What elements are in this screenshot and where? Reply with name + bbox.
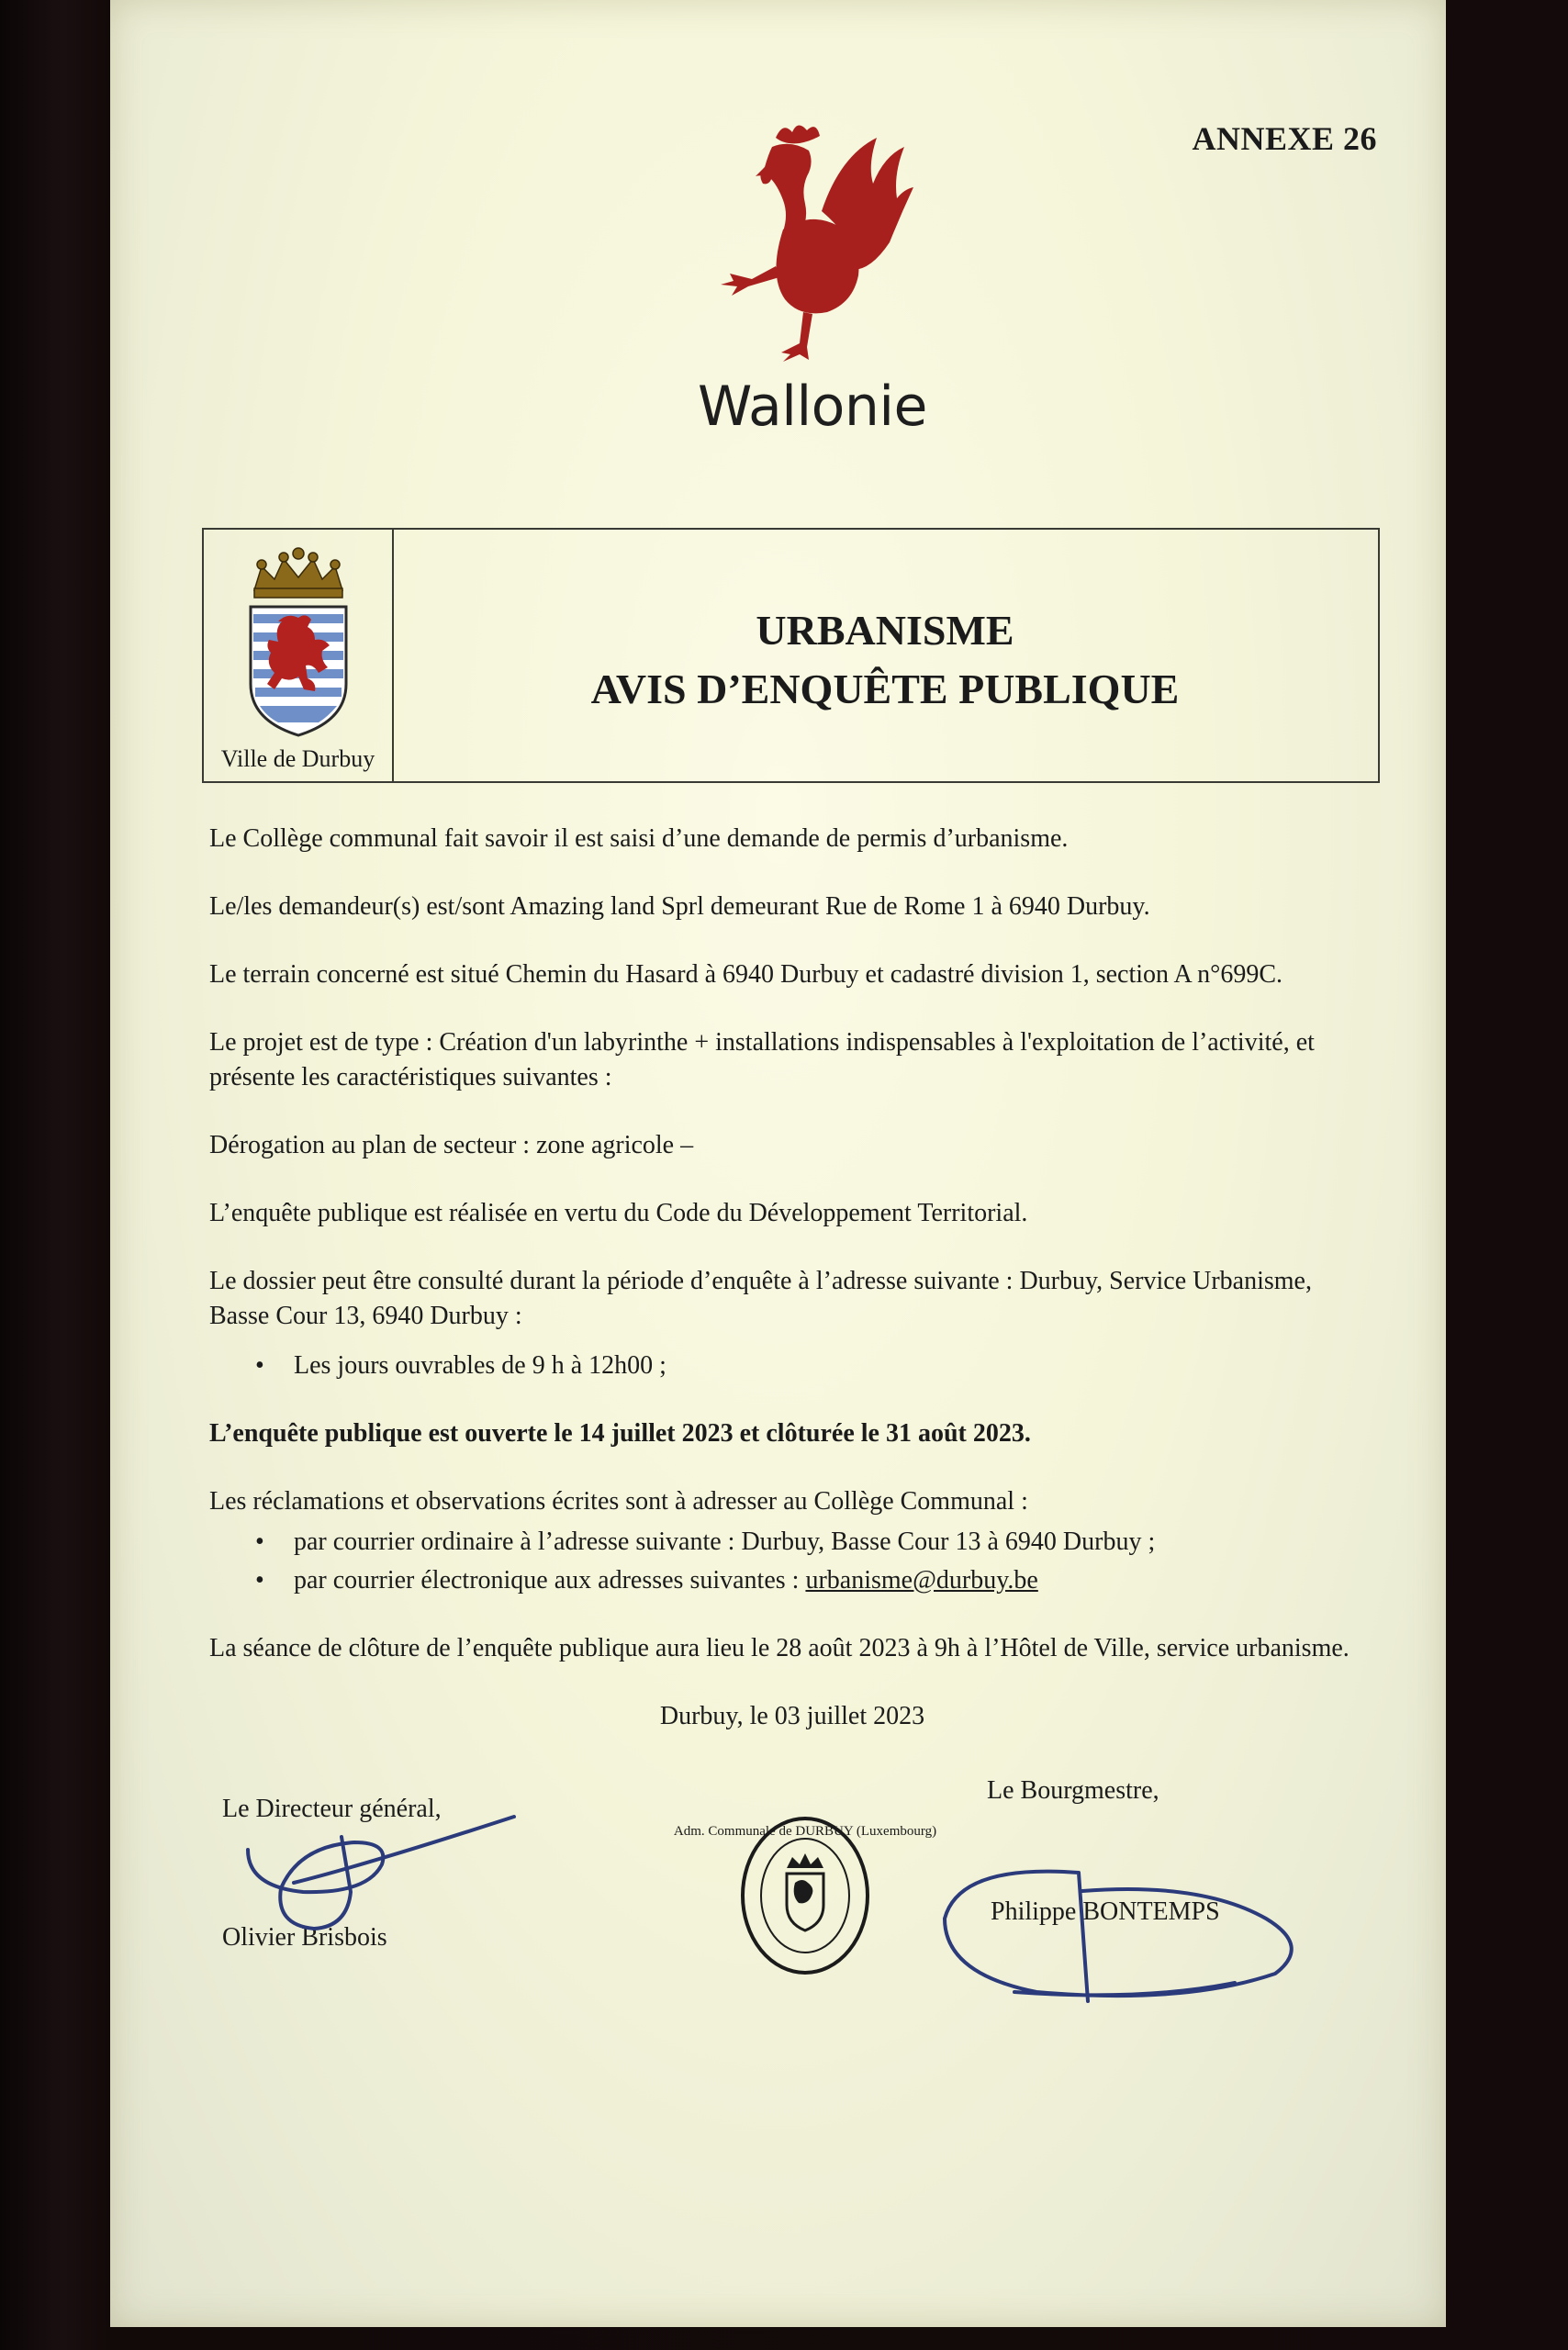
crest-cell [204,530,394,781]
date-line: Durbuy, le 03 juillet 2023 [659,1702,925,1730]
list-item: • Les jours ouvrables de 9 h à 12h00 ; [255,1348,1375,1383]
durbuy-coat-of-arms-icon [243,543,353,740]
paragraph-period: L’enquête publique est ouverte le 14 juillet 2023 et clôturée le 31 août 2023. [209,1419,1031,1448]
signature-left-title: Le Directeur général, [222,1795,442,1823]
paragraph-applicant: Le/les demandeur(s) est/sont Amazing land Sprl demeurant Rue de Rome 1 à 6940 Durbuy. [209,892,1150,921]
list-item [255,1563,1375,1598]
municipal-seal [673,1813,937,1983]
wallonie-logo [698,119,927,439]
paragraph-derogation: Dérogation au plan de secteur : zone agricole – [209,1131,694,1159]
signature-left-name: Olivier Brisbois [222,1923,387,1952]
signature-right-name: Philippe BONTEMPS [991,1897,1220,1926]
paragraph-request: Le Collège communal fait savoir il est saisi d’une demande de permis d’urbanisme. [209,824,1069,853]
paragraph-closing: La séance de clôture de l’enquête publique aura lieu le 28 août 2023 à 9h à l’Hôtel de Ville, service urbanisme. [209,1634,1350,1662]
paragraph-project: Le projet est de type : Création d'un labyrinthe + installations indispensables à l'exploitation de l’activité, et présente les caractéristiques suivantes : [209,1028,1315,1091]
email-link[interactable]: urbanisme@durbuy.be [805,1566,1038,1595]
notice-sheet [110,0,1446,2327]
email-prefix: par courrier électronique aux adresses suivantes : [294,1566,806,1595]
list-item: • par courrier ordinaire à l’adresse suivante : Durbuy, Basse Cour 13 à 6940 Durbuy ; [255,1525,1375,1560]
paragraph-legal-basis: L’enquête publique est réalisée en vertu du Code du Développement Territorial. [209,1199,1028,1227]
hours-list [255,1348,1375,1383]
seal-text: Adm. Communale de DURBUY (Luxembourg) [673,1824,937,1839]
header-box [202,528,1380,783]
signature-right-title: Le Bourgmestre, [987,1776,1159,1805]
paragraph-consultation: Le dossier peut être consulté durant la période d’enquête à l’adresse suivante : Durbuy, Service Urbanisme, Basse Cour 13, 6940 Durbuy : [209,1267,1312,1330]
rooster-icon [711,119,913,367]
brand-name: Wallonie [698,375,927,439]
handwritten-signature-left [239,1795,532,1951]
seal-icon [673,1813,937,1978]
handwritten-signature-right [941,1845,1308,2010]
paragraph-claims: Les réclamations et observations écrites sont à adresser au Collège Communal : [209,1487,1028,1516]
annexe-label: ANNEXE 26 [1192,120,1377,157]
paragraph-land: Le terrain concerné est situé Chemin du Hasard à 6940 Durbuy et cadastré division 1, section A n°699C. [209,960,1283,989]
title-line-1: URBANISME [756,607,1014,654]
claims-list [255,1525,1375,1598]
crest-label: Ville de Durbuy [220,745,375,772]
title-line-2: AVIS D’ENQUÊTE PUBLIQUE [590,666,1180,712]
notice-body [209,822,1375,1767]
header-title [392,601,1378,719]
